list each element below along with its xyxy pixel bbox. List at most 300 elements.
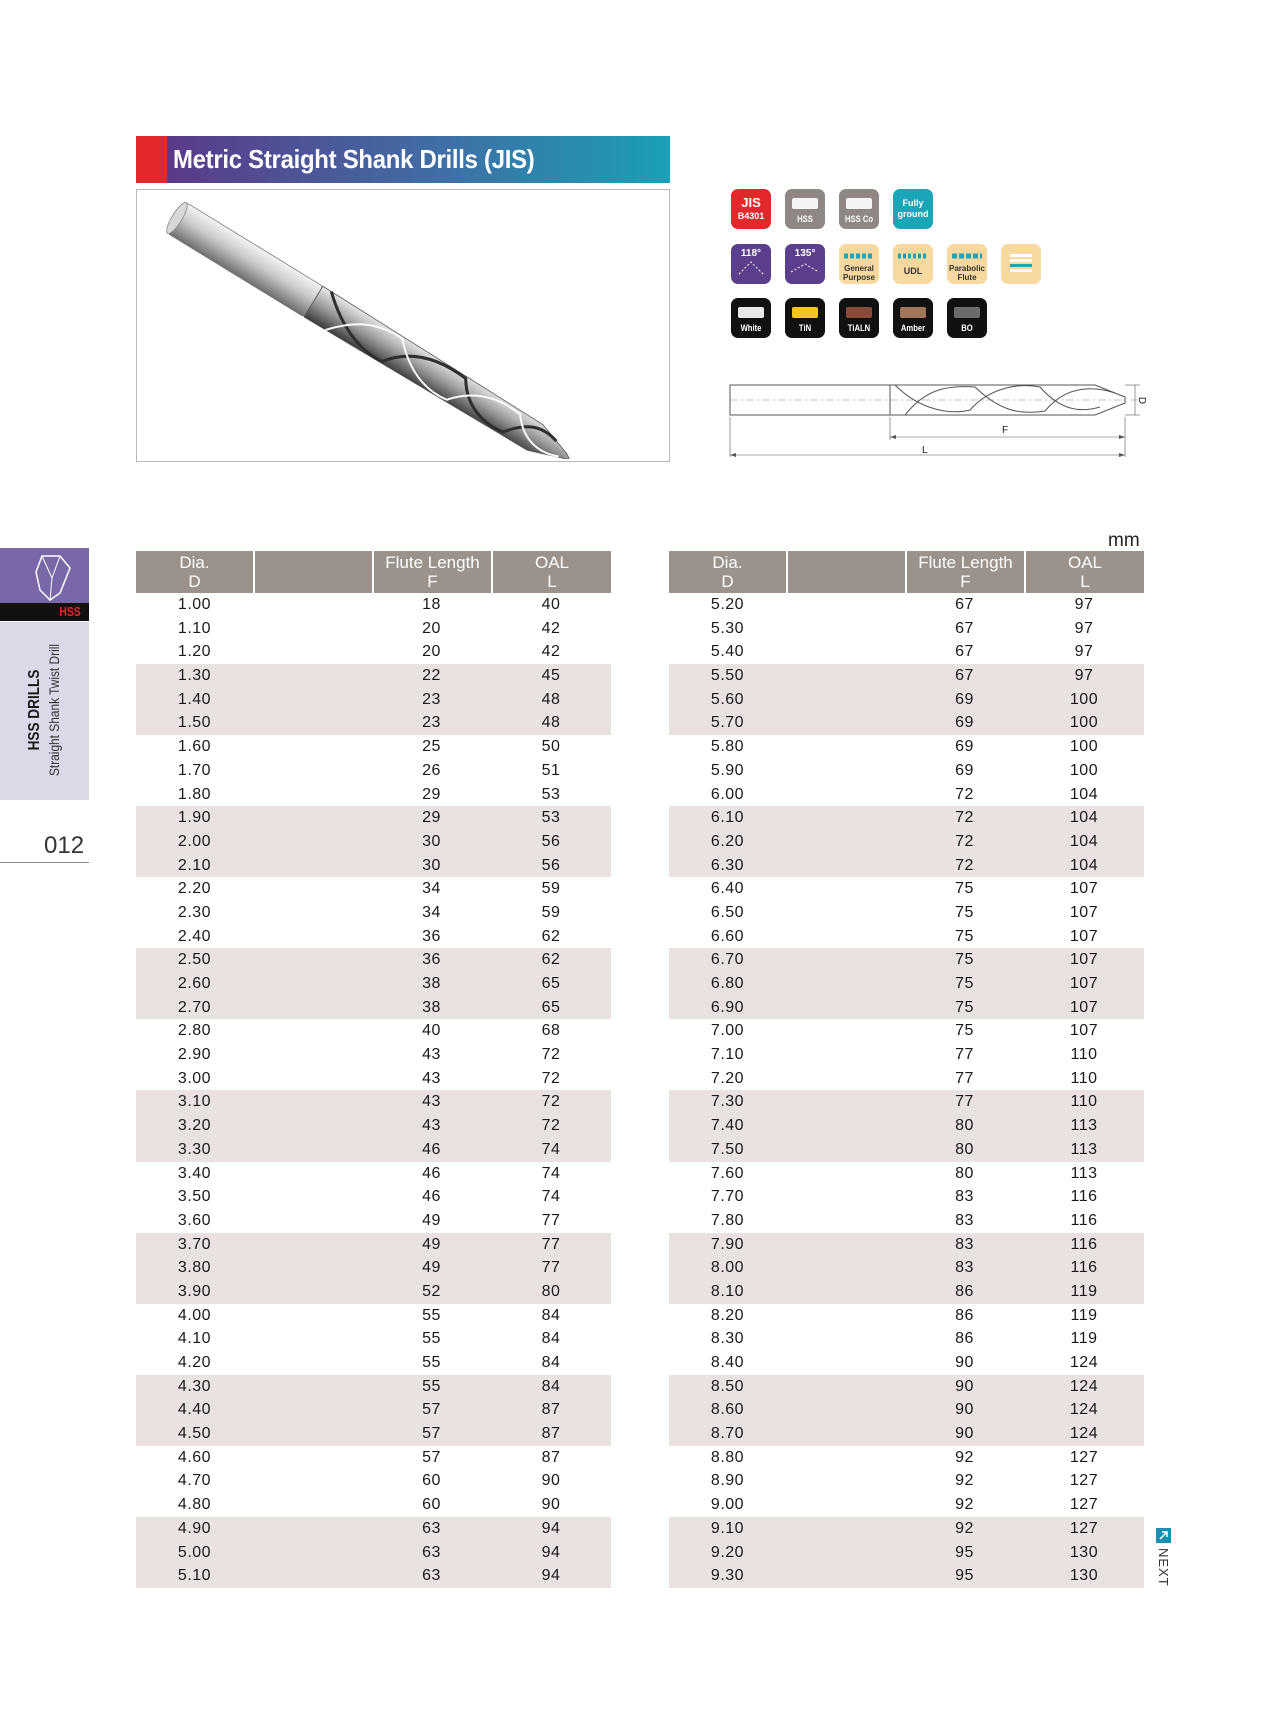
angle-icon (785, 244, 825, 284)
cell-oal: 72 (541, 1069, 561, 1087)
cell-dia: 8.80 (710, 1448, 745, 1466)
cell-flute: 83 (955, 1211, 974, 1229)
table-row (136, 877, 611, 901)
cell-blank (253, 1469, 372, 1493)
table-row (669, 783, 1144, 807)
cell-flute: 86 (955, 1282, 974, 1300)
cell-blank (786, 925, 905, 949)
cell-dia: 3.20 (177, 1117, 212, 1135)
table-row (669, 877, 1144, 901)
cell-flute: 92 (955, 1472, 974, 1490)
cell-dia: 6.60 (710, 927, 745, 945)
table-row (136, 1351, 611, 1375)
table-row (136, 1517, 611, 1541)
cell-oal: 107 (1069, 880, 1099, 898)
table-row (669, 1067, 1144, 1091)
table-row (669, 1493, 1144, 1517)
cell-flute: 52 (422, 1282, 441, 1300)
table-row (136, 1090, 611, 1114)
table-row (669, 1398, 1144, 1422)
cell-blank (786, 1114, 905, 1138)
table-row (136, 617, 611, 641)
cell-dia: 3.70 (177, 1235, 212, 1253)
cell-dia: 4.30 (177, 1377, 212, 1395)
hss-chip-icon (792, 198, 818, 209)
cell-dia: 7.00 (710, 1022, 745, 1040)
side-subtitle: Straight Shank Twist Drill (46, 643, 62, 777)
title-bar (136, 136, 670, 183)
cell-oal: 94 (541, 1543, 561, 1561)
cell-oal: 104 (1069, 809, 1099, 827)
cell-flute: 69 (955, 690, 974, 708)
cell-oal: 74 (541, 1188, 561, 1206)
side-hss-label: HSS (59, 604, 81, 619)
cell-dia: 7.80 (710, 1211, 745, 1229)
cell-oal: 130 (1069, 1543, 1099, 1561)
cell-oal: 124 (1069, 1377, 1099, 1395)
table-row (669, 1280, 1144, 1304)
cell-oal: 100 (1069, 714, 1099, 732)
cell-flute: 26 (422, 761, 441, 779)
cell-blank (786, 972, 905, 996)
cell-oal: 72 (541, 1046, 561, 1064)
cell-blank (253, 1067, 372, 1091)
cell-dia: 4.80 (177, 1496, 212, 1514)
table-row (136, 1256, 611, 1280)
cell-blank (253, 1090, 372, 1114)
cell-blank (786, 664, 905, 688)
flute-icon (947, 248, 987, 262)
cell-oal: 124 (1069, 1425, 1099, 1443)
cell-blank (253, 617, 372, 641)
table-header (669, 551, 1144, 593)
cell-dia: 9.20 (710, 1543, 745, 1561)
table-row (136, 972, 611, 996)
cell-flute: 20 (422, 619, 441, 637)
cell-oal: 127 (1069, 1448, 1099, 1466)
cell-blank (253, 1280, 372, 1304)
cell-blank (253, 1304, 372, 1328)
cell-flute: 22 (422, 667, 441, 685)
cell-oal: 124 (1069, 1354, 1099, 1371)
cell-blank (786, 711, 905, 735)
cell-flute: 67 (955, 619, 974, 637)
cell-blank (786, 1209, 905, 1233)
table-row (669, 806, 1144, 830)
cell-dia: 2.30 (177, 903, 212, 921)
cell-blank (786, 1517, 905, 1541)
cell-dia: 3.00 (177, 1069, 212, 1087)
cell-dia: 8.60 (710, 1401, 745, 1419)
cell-oal: 42 (541, 643, 561, 661)
cell-dia: 7.90 (710, 1235, 745, 1253)
cell-dia: 4.20 (177, 1354, 212, 1371)
cell-dia: 5.70 (710, 714, 745, 732)
table-row (136, 593, 611, 617)
cell-dia: 7.40 (710, 1117, 745, 1135)
point-angle-118-badge: 118° (731, 244, 771, 284)
cell-dia: 6.20 (710, 832, 745, 850)
cell-oal: 87 (541, 1448, 561, 1466)
cell-dia: 2.80 (177, 1022, 212, 1040)
title-accent (136, 136, 167, 183)
table-row (669, 1351, 1144, 1375)
cell-blank (786, 688, 905, 712)
cell-flute: 80 (955, 1140, 974, 1158)
table-body (136, 593, 611, 1588)
header-oal: OAL L (1026, 551, 1144, 593)
cell-flute: 83 (955, 1188, 974, 1206)
cell-dia: 5.20 (710, 596, 745, 613)
table-row (669, 1114, 1144, 1138)
cell-flute: 95 (955, 1567, 974, 1585)
table-row (136, 1209, 611, 1233)
cell-oal: 116 (1070, 1211, 1098, 1229)
cell-oal: 107 (1069, 998, 1099, 1016)
side-title: HSS DRILLS (26, 669, 43, 751)
table-row (136, 1422, 611, 1446)
cell-flute: 29 (422, 785, 441, 803)
cell-oal: 77 (541, 1259, 561, 1277)
table-row (669, 593, 1144, 617)
cell-dia: 4.70 (177, 1472, 212, 1490)
cell-oal: 65 (541, 975, 561, 992)
next-arrow-icon[interactable] (1156, 1528, 1171, 1543)
cell-oal: 107 (1069, 1022, 1099, 1040)
table-row (669, 711, 1144, 735)
cell-flute: 77 (955, 1046, 974, 1064)
header-blank (788, 551, 905, 593)
cell-blank (253, 1446, 372, 1470)
table-row (136, 711, 611, 735)
white-chip-icon (738, 307, 764, 318)
cell-flute: 83 (955, 1235, 974, 1253)
coating-tialn-badge: TiALN (839, 298, 879, 338)
next-label[interactable]: NEXT (1156, 1548, 1171, 1587)
cell-flute: 90 (955, 1425, 974, 1443)
table-icon-badge (1001, 244, 1041, 284)
cell-dia: 7.20 (710, 1069, 745, 1087)
cell-blank (786, 783, 905, 807)
amber-chip-icon (900, 307, 926, 318)
cell-oal: 97 (1074, 596, 1094, 613)
fully-ground-badge: Fully ground (893, 189, 933, 229)
cell-blank (786, 1090, 905, 1114)
cell-blank (786, 948, 905, 972)
cell-blank (786, 1162, 905, 1186)
cell-oal: 107 (1069, 903, 1099, 921)
cell-dia: 7.60 (710, 1164, 745, 1182)
coating-bo-badge: BO (947, 298, 987, 338)
cell-flute: 46 (422, 1188, 441, 1206)
cell-blank (786, 1304, 905, 1328)
page-number: 012 (44, 832, 85, 859)
cell-dia: 5.60 (710, 690, 745, 708)
cell-blank (253, 1114, 372, 1138)
table-row (136, 783, 611, 807)
cell-flute: 34 (422, 903, 441, 921)
cell-flute: 86 (955, 1330, 974, 1348)
cell-dia: 4.50 (177, 1425, 212, 1443)
table-row (136, 735, 611, 759)
cell-blank (253, 1493, 372, 1517)
table-row (669, 1422, 1144, 1446)
cell-oal: 104 (1069, 856, 1099, 874)
cell-oal: 119 (1070, 1330, 1098, 1348)
table-row (136, 996, 611, 1020)
cell-oal: 104 (1069, 785, 1099, 803)
table-row (669, 1375, 1144, 1399)
table-row (136, 1327, 611, 1351)
cell-flute: 72 (955, 856, 974, 874)
cell-dia: 1.10 (177, 619, 212, 637)
table-row (136, 1304, 611, 1328)
table-row (669, 688, 1144, 712)
cell-dia: 3.90 (177, 1282, 212, 1300)
header-oal: OAL L (493, 551, 611, 593)
table-row (669, 1327, 1144, 1351)
cell-oal: 94 (541, 1519, 561, 1537)
cell-blank (253, 688, 372, 712)
angle-icon (731, 244, 771, 284)
cell-dia: 9.30 (710, 1567, 745, 1585)
table-row (136, 1446, 611, 1470)
cell-flute: 36 (422, 951, 441, 969)
cell-blank (253, 759, 372, 783)
cell-blank (786, 759, 905, 783)
cell-oal: 116 (1070, 1235, 1098, 1253)
cell-blank (253, 1233, 372, 1257)
cell-dia: 5.10 (177, 1567, 212, 1585)
next-link[interactable] (1156, 1528, 1171, 1587)
cell-flute: 90 (955, 1377, 974, 1395)
cell-dia: 8.70 (710, 1425, 745, 1443)
cell-blank (786, 1067, 905, 1091)
cell-blank (786, 1019, 905, 1043)
table-row (669, 1019, 1144, 1043)
cell-flute: 63 (422, 1567, 441, 1585)
coating-white-badge: White (731, 298, 771, 338)
coating-amber-badge: Amber (893, 298, 933, 338)
cell-blank (786, 1043, 905, 1067)
cell-oal: 48 (541, 690, 561, 708)
cell-blank (253, 1517, 372, 1541)
cell-blank (253, 735, 372, 759)
cell-dia: 5.00 (177, 1543, 212, 1561)
cell-dia: 1.40 (177, 690, 212, 708)
cell-flute: 83 (955, 1259, 974, 1277)
cell-oal: 45 (541, 667, 561, 685)
cell-flute: 60 (422, 1496, 441, 1514)
cell-dia: 1.20 (177, 643, 212, 661)
cell-blank (253, 830, 372, 854)
table-row (136, 1138, 611, 1162)
cell-dia: 1.60 (177, 738, 212, 756)
cell-blank (253, 1422, 372, 1446)
table-row (669, 830, 1144, 854)
drill-tip-icon (0, 548, 89, 608)
cell-flute: 90 (955, 1401, 974, 1419)
cell-flute: 75 (955, 975, 974, 992)
size-table-right (669, 551, 1144, 1588)
unit-label: mm (1108, 530, 1140, 551)
table-row (136, 688, 611, 712)
table-row (136, 1469, 611, 1493)
cell-dia: 4.10 (177, 1330, 212, 1348)
side-hss-bar (0, 603, 89, 621)
cell-oal: 77 (541, 1211, 561, 1229)
cell-blank (253, 711, 372, 735)
jis-badge: JIS B4301 (731, 189, 771, 229)
cell-blank (253, 664, 372, 688)
cell-blank (786, 830, 905, 854)
table-row (136, 1541, 611, 1565)
cell-blank (253, 925, 372, 949)
cell-flute: 46 (422, 1140, 441, 1158)
cell-flute: 20 (422, 643, 441, 661)
cell-blank (253, 783, 372, 807)
table-row (136, 664, 611, 688)
cell-blank (253, 1019, 372, 1043)
table-row (136, 640, 611, 664)
cell-dia: 3.30 (177, 1140, 212, 1158)
cell-flute: 63 (422, 1543, 441, 1561)
cell-blank (253, 1185, 372, 1209)
cell-dia: 6.30 (710, 856, 745, 874)
table-row (136, 1019, 611, 1043)
side-caption (26, 632, 62, 787)
cell-blank (253, 1541, 372, 1565)
table-icon (1001, 244, 1041, 284)
cell-dia: 6.10 (710, 809, 745, 827)
table-row (669, 735, 1144, 759)
cell-dia: 1.80 (177, 785, 212, 803)
cell-oal: 50 (541, 738, 561, 756)
table-row (136, 1233, 611, 1257)
cell-blank (786, 877, 905, 901)
cell-flute: 38 (422, 975, 441, 992)
diameter-label: D (1136, 396, 1148, 405)
hss-badge: HSS (785, 189, 825, 229)
cell-flute: 38 (422, 998, 441, 1016)
cell-flute: 46 (422, 1164, 441, 1182)
cell-oal: 127 (1069, 1472, 1099, 1490)
cell-dia: 8.40 (710, 1354, 745, 1371)
cell-oal: 84 (541, 1377, 561, 1395)
cell-oal: 119 (1070, 1306, 1098, 1324)
table-row (136, 1375, 611, 1399)
table-row (669, 996, 1144, 1020)
cell-oal: 87 (541, 1425, 561, 1443)
table-row (669, 1446, 1144, 1470)
cell-blank (253, 996, 372, 1020)
cell-dia: 3.10 (177, 1093, 212, 1111)
cell-dia: 8.20 (710, 1306, 745, 1324)
cell-oal: 42 (541, 619, 561, 637)
cell-flute: 92 (955, 1519, 974, 1537)
cell-dia: 8.00 (710, 1259, 745, 1277)
table-row (136, 1162, 611, 1186)
cell-dia: 3.50 (177, 1188, 212, 1206)
cell-dia: 7.50 (710, 1140, 745, 1158)
cell-blank (786, 1233, 905, 1257)
cell-blank (786, 640, 905, 664)
cell-flute: 18 (422, 596, 441, 613)
cell-oal: 53 (541, 809, 561, 827)
tin-chip-icon (792, 307, 818, 318)
cell-oal: 59 (541, 880, 561, 898)
cell-dia: 9.10 (710, 1519, 745, 1537)
cell-flute: 29 (422, 809, 441, 827)
table-row (669, 1185, 1144, 1209)
cell-blank (253, 948, 372, 972)
table-row (136, 1067, 611, 1091)
cell-flute: 75 (955, 880, 974, 898)
cell-oal: 84 (541, 1306, 561, 1324)
cell-oal: 113 (1070, 1164, 1098, 1182)
cell-oal: 116 (1070, 1259, 1098, 1277)
header-flute: Flute Length F (907, 551, 1024, 593)
table-row (669, 617, 1144, 641)
drill-image (137, 190, 671, 463)
table-row (136, 830, 611, 854)
cell-blank (786, 1398, 905, 1422)
cell-dia: 8.50 (710, 1377, 745, 1395)
cell-oal: 84 (541, 1354, 561, 1371)
cell-blank (253, 806, 372, 830)
cell-oal: 72 (541, 1117, 561, 1135)
cell-blank (253, 1209, 372, 1233)
cell-dia: 4.40 (177, 1401, 212, 1419)
title-band (167, 136, 670, 183)
table-row (136, 901, 611, 925)
cell-oal: 53 (541, 785, 561, 803)
table-row (669, 972, 1144, 996)
cell-dia: 6.90 (710, 998, 745, 1016)
cell-dia: 7.10 (710, 1046, 745, 1064)
cell-oal: 97 (1074, 619, 1094, 637)
cell-flute: 72 (955, 832, 974, 850)
cell-dia: 6.00 (710, 785, 745, 803)
cell-oal: 48 (541, 714, 561, 732)
cell-blank (253, 1564, 372, 1588)
cell-blank (786, 854, 905, 878)
cell-flute: 49 (422, 1259, 441, 1277)
cell-blank (786, 1422, 905, 1446)
cell-oal: 100 (1069, 690, 1099, 708)
cell-dia: 1.50 (177, 714, 212, 732)
cell-flute: 92 (955, 1448, 974, 1466)
cell-blank (253, 877, 372, 901)
cell-flute: 69 (955, 738, 974, 756)
cell-oal: 107 (1069, 927, 1099, 945)
cell-oal: 113 (1070, 1140, 1098, 1158)
cell-oal: 94 (541, 1567, 561, 1585)
hss-co-chip-icon (846, 198, 872, 209)
cell-blank (786, 1327, 905, 1351)
table-row (669, 664, 1144, 688)
cell-oal: 127 (1069, 1519, 1099, 1537)
cell-flute: 63 (422, 1519, 441, 1537)
product-photo (136, 189, 670, 462)
cell-flute: 49 (422, 1235, 441, 1253)
cell-blank (786, 617, 905, 641)
cell-blank (786, 1351, 905, 1375)
cell-dia: 1.00 (177, 596, 212, 613)
table-row (136, 1493, 611, 1517)
cell-dia: 7.70 (710, 1188, 745, 1206)
table-row (669, 1304, 1144, 1328)
